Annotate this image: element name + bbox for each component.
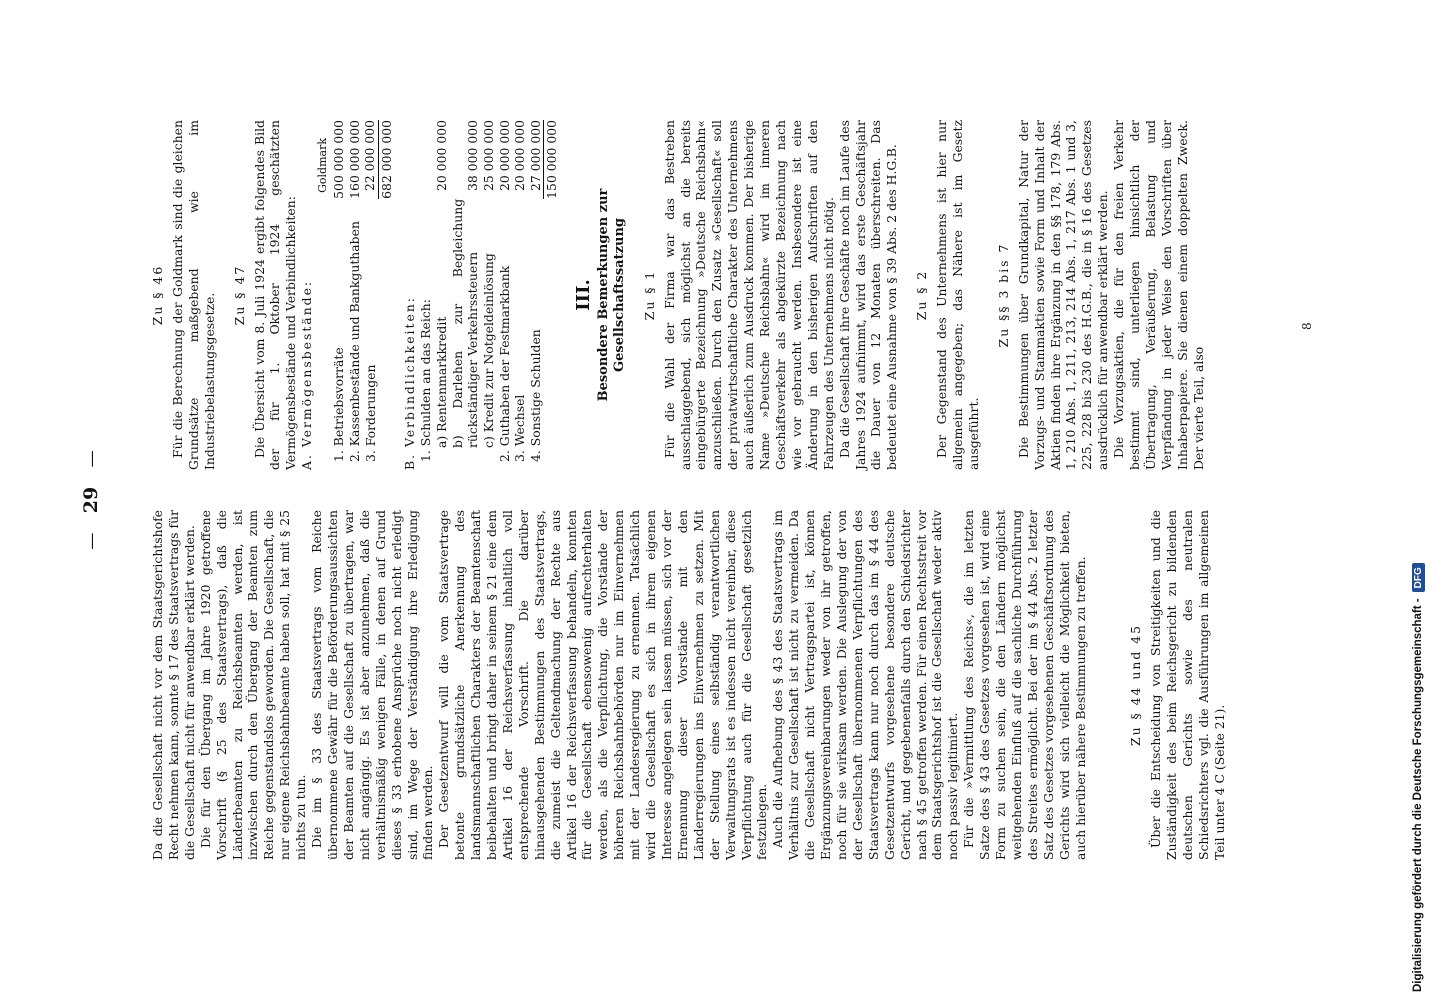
- left-column: [150, 510, 1228, 860]
- assets-total-row: [378, 120, 394, 470]
- table-row: [347, 120, 363, 470]
- assets-total: 682 000 000: [378, 120, 394, 199]
- liabilities-subheading: 1. Schulden an das Reich:: [418, 299, 434, 462]
- row-value: 160 000 000: [346, 120, 362, 199]
- dfg-badge: DFG: [1412, 563, 1425, 592]
- section-heading: Zu § 44 und 45: [1128, 624, 1144, 746]
- paragraph: Die Bestimmungen über Grundkapital, Natur der Vorzugs- und Stammaktien sowie Form und Inhalt der Aktien finden ihre Ergänzung in den §§ 178, 179 Abs. 1, 210 Abs. 1, 211, 213, 214 Abs. 1, 217 Abs. 1 und 3, 225, 228 bis 230 des H.G.B., die in § 16 des Gesetzes ausdrücklich für anwendbar erklärt werden.: [1015, 120, 1111, 470]
- catchword: 8: [1300, 322, 1314, 330]
- paragraph: Die Vorzugsaktien, die für den freien Verkehr bestimmt sind, unterliegen hinsichtlich der Übertragung, Veräußerung, Belastung und Verpfändung in jeder Weise den Vorschriften über Inhaberpapiere. Sie dienen einem doppelten Zweck. Der vierte Teil, also: [1111, 120, 1206, 470]
- row-label: 2. Kassenbestände und Bankguthaben: [346, 221, 362, 462]
- row-label: a) Rentenmarkkredit: [434, 316, 450, 448]
- table-row: [497, 120, 513, 470]
- table-row: [434, 120, 450, 470]
- part-heading: Besondere Bemerkungen zur Gesellschaftssatzung: [595, 188, 627, 402]
- liabilities-total-row: [544, 120, 560, 470]
- section-heading: Zu §§ 3 bis 7: [995, 242, 1011, 348]
- paragraph: Auch die Aufhebung des § 43 des Staatsvertrags im Verhältnis zur Gesellschaft ist nicht zu vermeiden. Da die Gesellschaft nicht Vertragspartei ist, können Ergänzungsvereinbarungen weder von ihr getroffen, noch für sie wirksam werden. Die Auslegung der von der Gesellschaft übernommenen Verpflichtungen des Staatsvertrags kann nur noch durch das im § 44 des Gesetzentwurfs vorgesehene besondere deutsche Gericht, und gegebenenfalls durch den Schiedsrichter nach § 45 getroffen werden. Für einen Rechtsstreit vor dem Staatsgerichtshof ist die Gesellschaft weder aktiv noch passiv legitimiert.: [770, 510, 961, 860]
- section-heading: Zu § 2: [914, 269, 930, 321]
- table-row: [528, 120, 544, 470]
- paragraph: Für die Berechnung der Goldmark sind die gleichen Grundsätze maßgebend wie im Industriebelastungsgesetze.: [169, 120, 217, 470]
- row-label: b) Darlehen zur Begleichung rückständiger Verkehrssteuern: [449, 198, 481, 448]
- paragraph: Die Übersicht vom 8. Juli 1924 ergibt folgendes Bild der für 1. Oktober 1924 geschätzten Vermögensbestände und Verbindlichkeiten:: [251, 120, 299, 470]
- row-value: 22 000 000: [362, 120, 378, 191]
- row-value: 20 000 000: [434, 120, 450, 191]
- row-value: 27 000 000: [527, 120, 543, 191]
- liabilities-heading: B. Verbindlichkeiten:: [402, 296, 418, 470]
- paragraph: Die für den Übergang im Jahre 1920 getroffene Vorschrift (§ 25 des Staatsvertrags), daß die Länderbeamten zu Reichsbeamten werden, ist inzwischen durch den Übergang der Beamten zum Reiche gegenstandslos geworden. Die Gesellschaft, die nur eigene Reichsbahnbeamte haben soll, hat mit § 25 nichts zu tun.: [197, 510, 309, 860]
- table-row: [512, 120, 528, 470]
- row-label: 1. Betriebsvorräte: [331, 347, 347, 462]
- section-heading: Zu § 47: [231, 264, 247, 326]
- paragraph: Der Gegenstand des Unternehmens ist hier nur allgemein angegeben; das Nähere ist im Gesetz ausgeführt.: [934, 120, 981, 470]
- paragraph: Da die Gesellschaft nicht vor dem Staatsgerichtshofe Recht nehmen kann, sonnte § 17 des Staatsvertrags für die Gesellschaft nicht für anwendbar erklärt werden.: [150, 510, 197, 860]
- table-row: [362, 120, 378, 470]
- section-heading: Zu § 46: [150, 264, 165, 326]
- liabilities-table: [434, 120, 560, 470]
- liabilities-total: 150 000 000: [544, 120, 560, 199]
- section-heading: Zu § 1: [641, 269, 657, 321]
- part-numeral: III.: [573, 279, 594, 311]
- row-value: 25 000 000: [481, 120, 497, 191]
- paragraph: Über die Entscheidung von Streitigkeiten und die Zuständigkeit des beim Reichsgericht zu bildenden deutschen Gerichts sowie des neutralen Schiedsrichters vgl. die Ausführungen im allgemeinen Teil unter 4 C (Seite 21).: [1148, 510, 1227, 860]
- assets-table: [331, 120, 394, 470]
- unit-label: Goldmark: [316, 138, 330, 193]
- right-column: [150, 120, 1207, 470]
- header-dash-right: —: [82, 450, 102, 468]
- header-dash-left: —: [82, 532, 102, 550]
- row-label: 2. Guthaben der Festmarkbank: [496, 265, 512, 462]
- sidebar-text: Digitalisierung gefördert durch die Deutsche Forschungsgemeinschaft -: [1412, 598, 1424, 992]
- paragraph: Die im § 33 des Staatsvertrags vom Reiche übernommene Gewähr für die Beförderungsaussichten der Beamten auf die Gesellschaft zu übertragen, war nicht angängig. Es ist aber anzunehmen, daß die verhältnismäßig wenigen Fälle, in denen auf Grund dieses § 33 erhobene Ansprüche noch nicht erledigt sind, im Wege der Verständigung ihre Erledigung finden werden.: [309, 510, 436, 860]
- row-value: 38 000 000: [465, 120, 481, 191]
- row-label: 3. Wechsel: [512, 394, 528, 462]
- row-label: 4. Sonstige Schulden: [528, 329, 544, 462]
- paragraph: Für die Wahl der Firma war das Bestreben ausschlaggebend, sich möglichst an die bereits eingebürgerte Bezeichnung »Deutsche Reichsbahn« anzuschließen. Durch den Zusatz »Gesellschaft« soll der privatwirtschaftliche Charakter des Unternehmens auch äußerlich zum Ausdruck kommen. Der bisherige Name »Deutsche Reichsbahn« wird im inneren Geschäftsverkehr als abgekürzte Bezeichnung nach wie vor gebraucht werden. Insbesondere ist eine Änderung in den bisherigen Aufschriften auf den Fahrzeugen des Unternehmens nicht nötig.: [661, 120, 836, 470]
- row-value: 20 000 000: [512, 120, 528, 191]
- row-label: 3. Forderungen: [362, 364, 378, 462]
- table-row: [481, 120, 497, 470]
- paragraph: Der Gesetzentwurf will die vom Staatsvertrage betonte grundsätzliche Anerkennung des landsmannschaftlichen Charakters der Beamtenschaft beibehalten und bringt daher in seinem § 21 eine dem Artikel 16 der Reichsverfassung inhaltlich voll entsprechende Vorschrift. Die darüber hinausgehenden Bestimmungen des Staatsvertrags, die zumeist die Geltendmachung der Rechte aus Artikel 16 der Reichsverfassung behandeln, konnten für die Gesellschaft ebensowenig aufrechterhalten werden, als die Verpflichtung, die Vorstände der höheren Reichsbahnbehörden nur im Einvernehmen mit der Landesregierung zu ernennen. Tatsächlich wird die Gesellschaft es sich in ihrem eigenen Interesse angelegen sein lassen müssen, sich vor der Ernennung dieser Vorstände mit den Länderregierungen ins Einvernehmen zu setzen. Mit der Stellung eines selbständig verantwortlichen Verwaltungsrats ist es indessen nicht vereinbar, diese Verpflichtung auch für die Gesellschaft gesetzlich festzulegen.: [436, 510, 770, 860]
- page-header: [80, 100, 102, 900]
- paragraph: Da die Gesellschaft ihre Geschäfte noch im Laufe des Jahres 1924 aufnimmt, wird das erste Geschäftsjahr die Dauer von 12 Monaten überschreiten. Das bedeutet eine Ausnahme von § 39 Abs. 2 des H.G.B.: [836, 120, 900, 470]
- table-row: [450, 120, 481, 470]
- row-value: 500 000 000: [331, 120, 347, 199]
- assets-heading: A. Vermögensbestände:: [299, 279, 315, 470]
- row-label: c) Kredit zur Notgeldeinlösung: [481, 253, 497, 448]
- paragraph: Für die »Vermittlung des Reichs«, die im letzten Satze des § 43 des Gesetzes vorgesehen ist, wird eine Form zu suchen sein, die den Ländern möglichst weitgehenden Einfluß auf die sachliche Durchführung des Streites ermöglicht. Bei der im § 44 Abs. 2 letzter Satz des Gesetzes vorgesehenen Geschäftsordnung des Gerichts wird sich vielleicht die Möglichkeit bieten, auch hierüber nähere Bestimmungen zu treffen.: [961, 510, 1088, 860]
- row-value: 20 000 000: [496, 120, 512, 191]
- table-row: [331, 120, 347, 470]
- page-number: 29: [80, 486, 102, 514]
- digitization-sidebar: [1406, 8, 1430, 992]
